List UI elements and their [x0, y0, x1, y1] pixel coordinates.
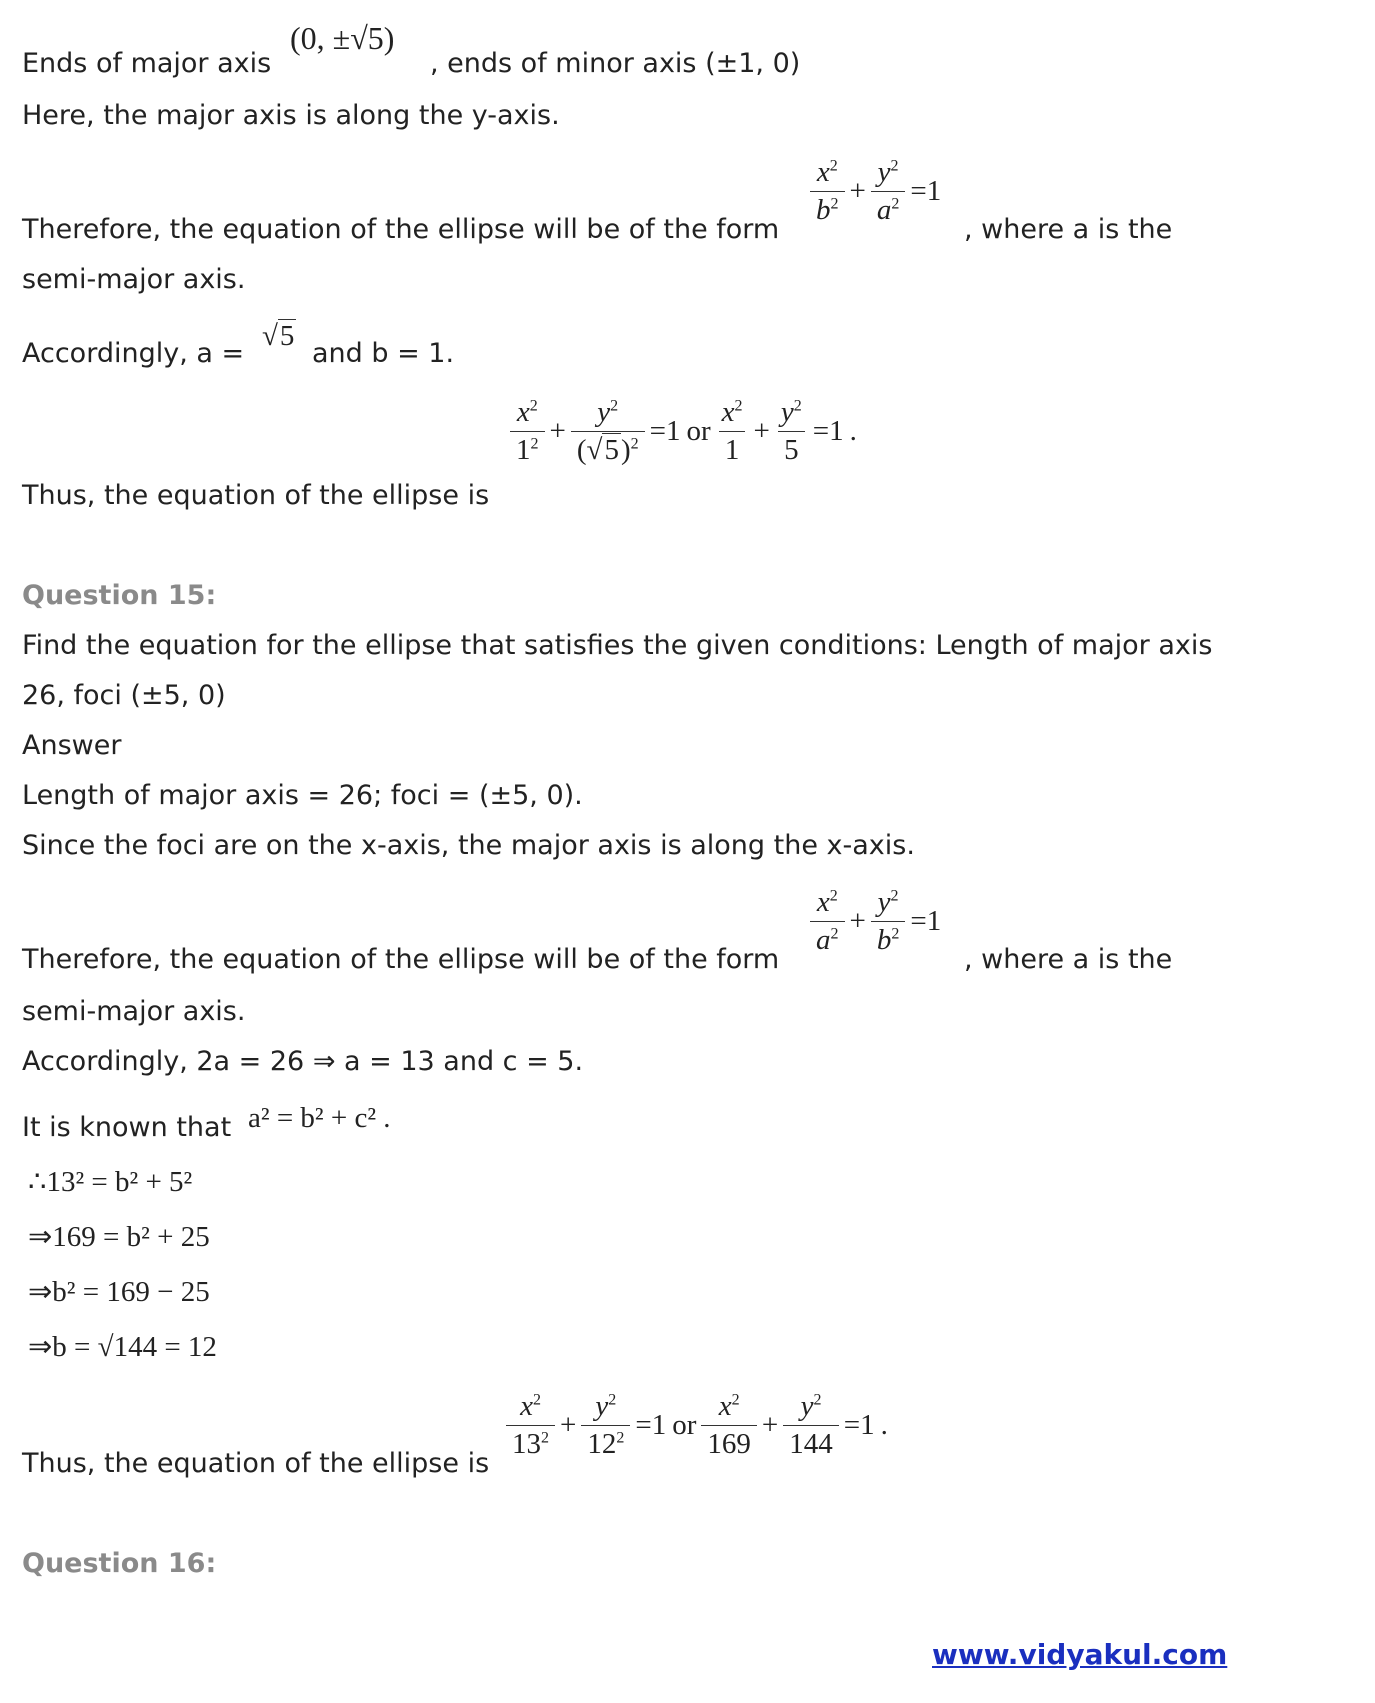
q15-text-1: Find the equation for the ellipse that satisfies the given conditions: Length of major axis — [22, 630, 1213, 661]
step-3: ⇒b² = 169 − 25 — [28, 1276, 210, 1308]
question-16-heading: Question 16: — [22, 1548, 217, 1579]
step-4: ⇒b = √144 = 12 — [28, 1331, 217, 1363]
where-a-2: , where a is the — [964, 944, 1173, 975]
form-text: Therefore, the equation of the ellipse will be of the form — [22, 214, 780, 245]
thus-text-2: Thus, the equation of the ellipse is — [22, 1448, 490, 1479]
relation-abc: a² = b² + c² . — [248, 1102, 391, 1134]
form-text-2: Therefore, the equation of the ellipse will be of the form — [22, 944, 780, 975]
ellipse-eq-2: $\frac{x^2}{13^2}$ + $\frac{y^2}{12^2}$ =1 or $\frac{x^2}{169}$ + $\frac{y^2}{144}$ =1 . — [504, 1392, 891, 1459]
thus-text-1: Thus, the equation of the ellipse is — [22, 480, 490, 511]
vidyakul-link[interactable]: www.vidyakul.com — [932, 1638, 1228, 1671]
ends-text — [22, 50, 271, 77]
text: Ends of major axis — [22, 48, 272, 79]
where-a: , where a is the — [964, 214, 1173, 245]
semi-major-2: semi-major axis. — [22, 996, 246, 1027]
sqrt5: √5 — [262, 320, 295, 352]
and-b: and b = 1. — [312, 338, 455, 369]
ellipse-eq-1: $\frac{x^2}{1^2}$ + $\frac{y^2}{(√5)^2}$ =1 or $\frac{x^2}{1}$ + $\frac{y^2}{5}$ =1 . — [508, 398, 860, 465]
accordingly-2a: Accordingly, 2a = 26 ⇒ a = 13 and c = 5. — [22, 1046, 584, 1077]
ends-math: (0, ±√5) — [290, 20, 395, 56]
accordingly-a: Accordingly, a = — [22, 338, 245, 369]
question-15-heading: Question 15: — [22, 580, 217, 611]
step-1: ∴13² = b² + 5² — [28, 1166, 193, 1198]
ellipse-form-x: $\frac{x^2}{a^2}$ + $\frac{y^2}{b^2}$ =1 — [808, 888, 944, 955]
ellipse-form-y: $\frac{x^2}{b^2}$ + $\frac{y^2}{a^2}$ =1 — [808, 158, 944, 225]
known-text: It is known that — [22, 1112, 232, 1143]
answer-line-1: Length of major axis = 26; foci = (±5, 0). — [22, 780, 583, 811]
answer-label: Answer — [22, 730, 122, 761]
answer-line-2: Since the foci are on the x-axis, the major axis is along the x-axis. — [22, 830, 915, 861]
semi-major: semi-major axis. — [22, 264, 246, 295]
step-2: ⇒169 = b² + 25 — [28, 1221, 210, 1253]
ends-minor: , ends of minor axis (±1, 0) — [430, 48, 801, 79]
major-axis-y: Here, the major axis is along the y-axis. — [22, 100, 560, 131]
q15-text-2: 26, foci (±5, 0) — [22, 680, 226, 711]
